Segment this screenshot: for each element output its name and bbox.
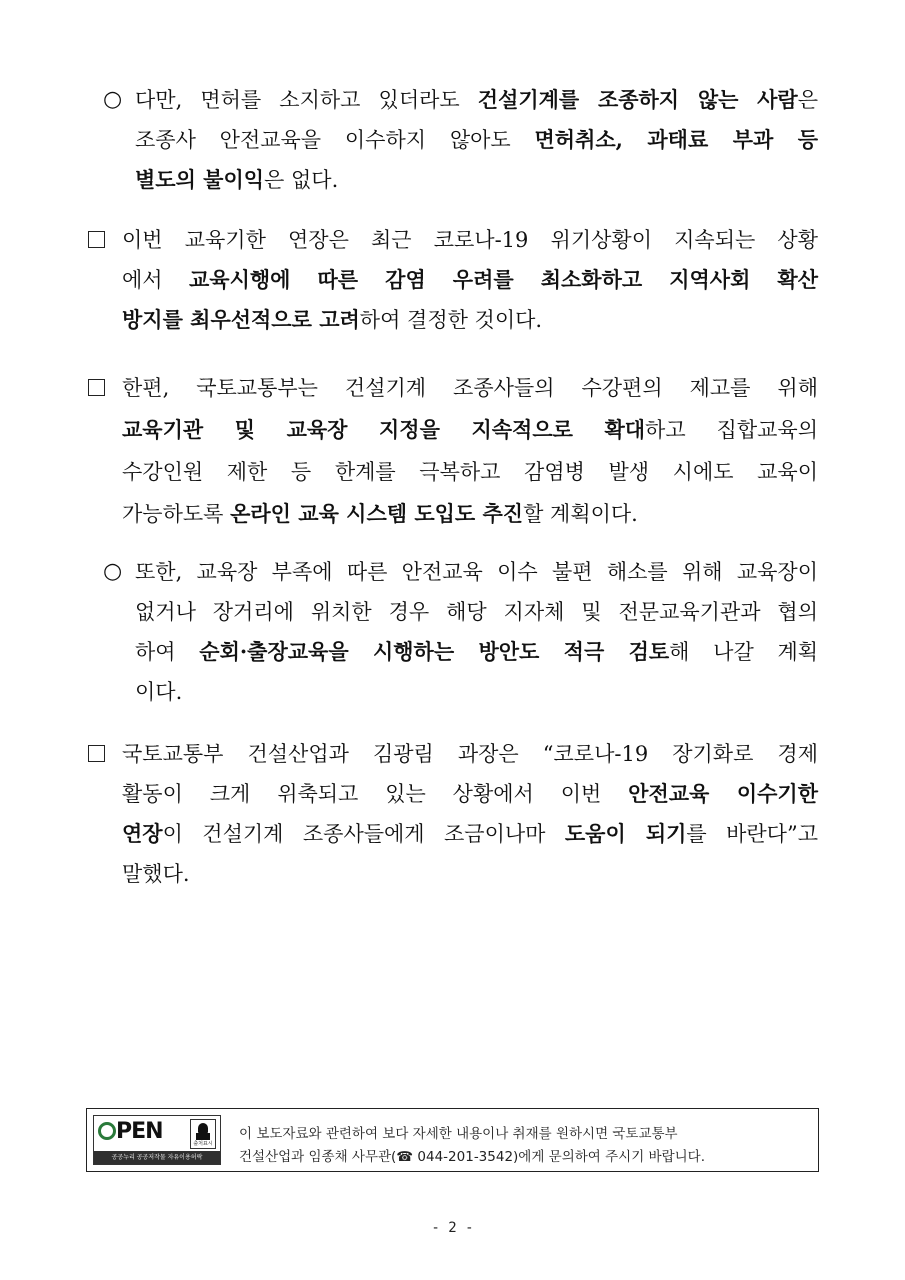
text-line — [135, 160, 338, 200]
text-span: 조종사 안전교육을 이수하지 않아도 — [135, 128, 535, 152]
bold-text: 별도의 불이익 — [135, 167, 265, 192]
bold-text: 방지를 최우선적으로 고려 — [122, 307, 360, 332]
footer-line-2: 건설산업과 임종채 사무관(☎ 044-201-3542)에게 문의하여 주시기 바랍니다. — [239, 1149, 706, 1165]
person-icon — [198, 1123, 208, 1133]
text-span: 없거나 장거리에 위치한 경우 해당 지자체 및 전문교육기관과 협의 — [135, 600, 818, 624]
text-span: 이다. — [135, 680, 183, 704]
bold-text: 교육시행에 따른 감염 우려를 최소화하고 지역사회 확산 — [189, 267, 818, 292]
square-bullet-icon — [88, 379, 105, 396]
text-line — [122, 494, 638, 534]
bold-text: 도움이 되기 — [564, 821, 687, 846]
text-span: 하고 집합교육의 — [645, 418, 818, 442]
text-span: 은 — [797, 88, 818, 112]
circle-bullet-icon: ○ — [103, 87, 123, 112]
text-span: 이 건설기계 조종사들에게 조금이나마 — [162, 822, 565, 846]
text-line — [122, 734, 818, 774]
text-span: 해 나갈 계획 — [669, 640, 819, 664]
text-span: 또한, 교육장 부족에 따른 안전교육 이수 불편 해소를 위해 교육장이 — [135, 560, 818, 584]
attribution-icon: 출처표시 — [190, 1119, 216, 1149]
text-span: 국토교통부 건설산업과 김광림 과장은 “코로나-19 장기화로 경제 — [122, 742, 818, 766]
text-span: 이번 교육기한 연장은 최근 코로나-19 위기상황이 지속되는 상황 — [122, 228, 818, 252]
bold-text: 안전교육 이수기한 — [628, 781, 818, 806]
bold-text: 연장 — [122, 821, 163, 846]
text-line — [122, 452, 818, 492]
text-span: 활동이 크게 위축되고 있는 상황에서 이번 — [122, 782, 629, 806]
text-span: 말했다. — [122, 862, 190, 886]
square-bullet-icon — [88, 368, 105, 408]
text-line — [135, 120, 818, 160]
text-line — [135, 672, 182, 712]
text-span: 하여 결정한 것이다. — [359, 308, 543, 332]
text-line — [122, 854, 190, 894]
bold-text: 순회·출장교육을 시행하는 방안도 적극 검토 — [199, 639, 670, 664]
text-span: 할 계획이다. — [523, 502, 638, 526]
text-line — [135, 80, 818, 120]
circle-bullet-icon: ○ — [103, 559, 123, 584]
text-line — [122, 774, 818, 814]
square-bullet-icon — [88, 745, 105, 762]
text-span: 다만, 면허를 소지하고 있더라도 — [135, 88, 478, 112]
text-span: 수강인원 제한 등 한계를 극복하고 감염병 발생 시에도 교육이 — [122, 460, 818, 484]
text-line — [122, 260, 818, 300]
bold-text: 온라인 교육 시스템 도입도 추진 — [230, 501, 524, 526]
bold-text: 면허취소, 과태료 부과 등 — [534, 127, 818, 152]
kogl-open-logo — [93, 1115, 221, 1165]
text-line — [122, 814, 818, 854]
text-line — [135, 592, 818, 632]
text-line — [122, 410, 818, 450]
text-span: 를 바란다”고 — [686, 822, 818, 846]
footer-line-1: 이 보도자료와 관련하여 보다 자세한 내용이나 취재를 원하시면 국토교통부 — [239, 1126, 678, 1142]
text-line — [122, 220, 818, 260]
kogl-caption: 공공누리 공공저작물 자유이용허락 — [94, 1151, 220, 1164]
text-span: 한편, 국토교통부는 건설기계 조종사들의 수강편의 제고를 위해 — [122, 376, 818, 400]
bold-text: 교육기관 및 교육장 지정을 지속적으로 확대 — [122, 417, 646, 442]
page-number: - 2 - — [431, 1220, 474, 1236]
bold-text: 건설기계를 조종하지 않는 사람 — [477, 87, 798, 112]
text-line — [135, 632, 818, 672]
square-bullet-icon — [88, 734, 105, 774]
text-line — [122, 300, 542, 340]
square-bullet-icon — [88, 231, 105, 248]
square-bullet-icon — [88, 220, 105, 260]
text-span: 하여 — [135, 640, 200, 664]
text-line — [122, 368, 818, 408]
text-line — [135, 552, 818, 592]
text-span: 에서 — [122, 268, 190, 292]
text-span: 은 없다. — [264, 168, 339, 192]
open-wordmark: PEN — [98, 1119, 163, 1144]
contact-footer — [86, 1108, 819, 1172]
text-span: 가능하도록 — [122, 502, 231, 526]
open-o-icon — [98, 1122, 116, 1140]
